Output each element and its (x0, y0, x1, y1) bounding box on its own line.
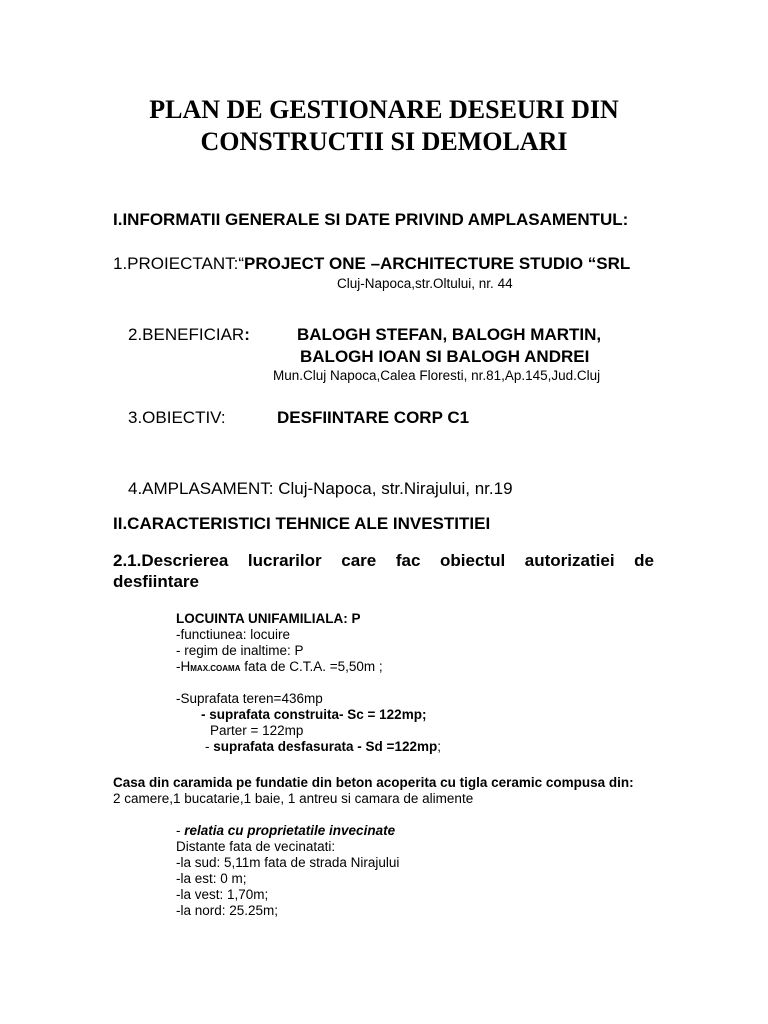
proiectant-label: 1.PROIECTANT:“ (113, 254, 244, 273)
beneficiar-line-2: BALOGH IOAN SI BALOGH ANDREI (300, 347, 590, 366)
desf-prefix: - (205, 739, 214, 754)
suprafata-construita-line: - suprafata construita- Sc = 122mp; (201, 707, 427, 722)
distanta-est: -la est: 0 m; (176, 871, 247, 886)
functiunea-line: -functiunea: locuire (176, 627, 291, 642)
h-rest: fata de C.T.A. =5,50m ; (240, 659, 383, 674)
locuinta-heading: LOCUINTA UNIFAMILIALA: P (176, 611, 361, 626)
proiectant-row (113, 254, 630, 274)
suprafata-desfasurata-line (205, 739, 441, 754)
beneficiar-label (128, 325, 250, 345)
h-max-coama-line (176, 659, 383, 674)
amplasament-row: 4.AMPLASAMENT: Cluj-Napoca, str.Nirajului, nr.19 (128, 479, 513, 498)
desf-end: ; (437, 739, 441, 754)
section-2-1-heading: 2.1.Descrierea lucrarilor care fac obiectul autorizatiei de desfiintare (113, 551, 654, 591)
regim-line: - regim de inaltime: P (176, 643, 304, 658)
h-subscript: MAX.COAMA (190, 664, 241, 673)
relatia-dash: - (176, 823, 185, 838)
h-prefix: -H (176, 659, 191, 674)
distante-line: Distante fata de vecinatati: (176, 839, 336, 854)
parter-line: Parter = 122mp (210, 723, 304, 738)
distanta-vest: -la vest: 1,70m; (176, 887, 269, 902)
relatia-heading (176, 823, 395, 838)
casa-description-bold: Casa din caramida pe fundatie din beton acoperita cu tigla ceramic compusa din: (113, 775, 634, 790)
distanta-sud: -la sud: 5,11m fata de strada Nirajului (176, 855, 400, 870)
proiectant-value: PROJECT ONE –ARCHITECTURE STUDIO “SRL (243, 254, 631, 273)
beneficiar-address: Mun.Cluj Napoca,Calea Floresti, nr.81,Ap.145,Jud.Cluj (273, 368, 601, 383)
relatia-heading-text: relatia cu proprietatile invecinate (184, 823, 396, 838)
distanta-nord: -la nord: 25.25m; (176, 903, 279, 918)
document-title-line-1: PLAN DE GESTIONARE DESEURI DIN (149, 95, 619, 124)
section-1-heading: I.INFORMATII GENERALE SI DATE PRIVIND AMPLASAMENTUL: (113, 210, 629, 229)
document-title-line-2: CONSTRUCTII SI DEMOLARI (200, 127, 568, 156)
proiectant-address: Cluj-Napoca,str.Oltului, nr. 44 (337, 276, 513, 291)
casa-description-rooms: 2 camere,1 bucatarie,1 baie, 1 antreu si camara de alimente (113, 791, 474, 806)
beneficiar-label-text: 2.BENEFICIAR (128, 325, 245, 344)
obiectiv-label: 3.OBIECTIV: (128, 408, 226, 427)
beneficiar-line-1: BALOGH STEFAN, BALOGH MARTIN, (297, 325, 602, 344)
beneficiar-colon: : (244, 325, 250, 344)
section-2-heading: II.CARACTERISTICI TEHNICE ALE INVESTITIEI (113, 514, 491, 533)
obiectiv-value: DESFIINTARE CORP C1 (277, 408, 470, 427)
suprafata-teren-line: -Suprafata teren=436mp (176, 691, 323, 706)
desf-bold: suprafata desfasurata - Sd =122mp (213, 739, 438, 754)
